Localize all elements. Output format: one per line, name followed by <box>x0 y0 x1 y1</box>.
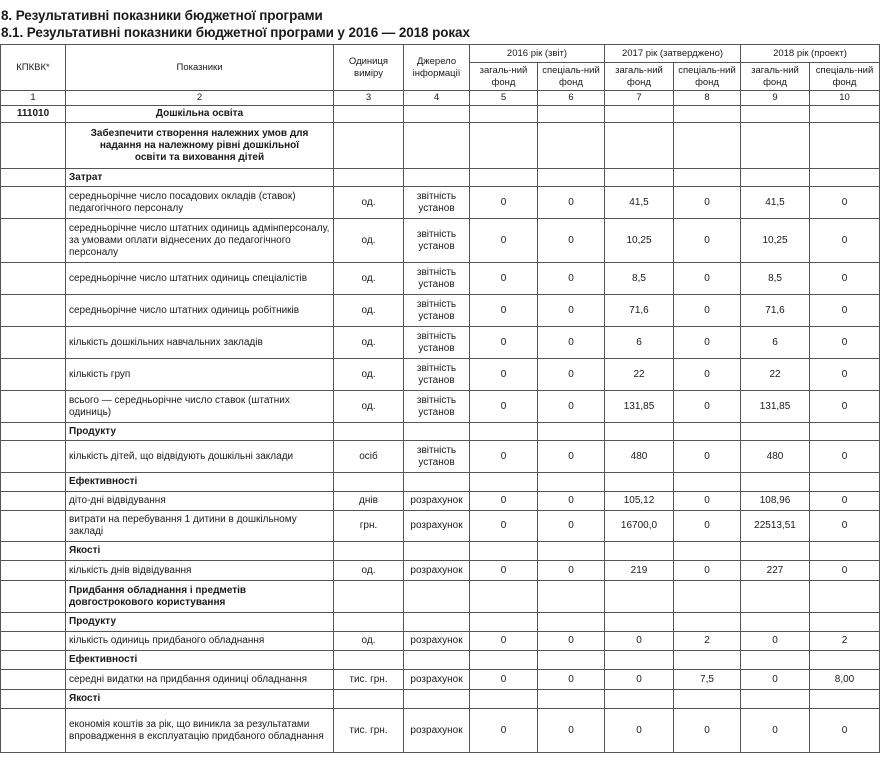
value-cell: 0 <box>470 391 538 423</box>
indicator-name: витрати на перебування 1 дитини в дошкільному закладі <box>66 511 334 542</box>
header-row-years <box>1 45 880 63</box>
indicator-unit: од. <box>334 327 404 359</box>
indicator-unit: осіб <box>334 441 404 473</box>
indicator-unit: од. <box>334 359 404 391</box>
value-cell: 0 <box>674 511 741 542</box>
value-cell: 71,6 <box>741 295 810 327</box>
value-cell: 0 <box>538 632 605 651</box>
col-number: 10 <box>810 91 880 106</box>
subsection-heading: 8.1. Результативні показники бюджетної програми у 2016 — 2018 роках <box>1 25 470 40</box>
indicator-unit: тис. грн. <box>334 670 404 690</box>
indicator-source: звітність установ <box>404 263 470 295</box>
value-cell: 0 <box>538 391 605 423</box>
value-cell: 0 <box>810 359 880 391</box>
value-cell: 0 <box>538 295 605 327</box>
col-number: 2 <box>66 91 334 106</box>
value-cell: 10,25 <box>741 219 810 263</box>
value-cell: 131,85 <box>741 391 810 423</box>
value-cell: 0 <box>470 263 538 295</box>
value-cell: 7,5 <box>674 670 741 690</box>
header-unit: Одиниця виміру <box>334 45 404 91</box>
value-cell: 16700,0 <box>605 511 674 542</box>
value-cell: 10,25 <box>605 219 674 263</box>
value-cell: 0 <box>674 263 741 295</box>
value-cell: 0 <box>810 187 880 219</box>
indicator-unit: тис. грн. <box>334 709 404 753</box>
value-cell: 41,5 <box>741 187 810 219</box>
value-cell: 0 <box>470 511 538 542</box>
indicator-unit: од. <box>334 391 404 423</box>
indicator-source: розрахунок <box>404 492 470 511</box>
value-cell: 0 <box>810 492 880 511</box>
indicator-name: середньорічне число штатних одиниць спеціалістів <box>66 263 334 295</box>
value-cell: 480 <box>605 441 674 473</box>
value-cell: 0 <box>674 187 741 219</box>
indicator-unit: од. <box>334 561 404 581</box>
indicator-source: звітність установ <box>404 219 470 263</box>
indicator-source: звітність установ <box>404 327 470 359</box>
header-year-2018: 2018 рік (проект) <box>741 45 880 63</box>
value-cell: 71,6 <box>605 295 674 327</box>
program-goal: Забезпечити створення належних умов для надання на належному рівні дошкільної освіти та виховання дітей <box>66 123 334 169</box>
header-row-numbers <box>1 91 880 106</box>
indicator-source: розрахунок <box>404 511 470 542</box>
value-cell: 2 <box>810 632 880 651</box>
value-cell: 105,12 <box>605 492 674 511</box>
table-row <box>1 441 880 473</box>
section-row <box>1 473 880 492</box>
section-product: Продукту <box>66 423 334 441</box>
indicator-source: звітність установ <box>404 441 470 473</box>
value-cell: 2 <box>674 632 741 651</box>
value-cell: 22513,51 <box>741 511 810 542</box>
table-row <box>1 263 880 295</box>
section-row <box>1 690 880 709</box>
value-cell: 0 <box>810 391 880 423</box>
value-cell: 0 <box>810 263 880 295</box>
program-code: 111010 <box>1 106 66 123</box>
indicator-unit: од. <box>334 219 404 263</box>
value-cell: 0 <box>674 295 741 327</box>
indicator-unit: од. <box>334 295 404 327</box>
table-row <box>1 187 880 219</box>
table-row <box>1 492 880 511</box>
value-cell: 227 <box>741 561 810 581</box>
section-costs: Затрат <box>66 169 334 187</box>
value-cell: 0 <box>538 359 605 391</box>
table-row <box>1 561 880 581</box>
indicator-name: середньорічне число посадових окладів (ставок) педагогічного персоналу <box>66 187 334 219</box>
indicator-source: розрахунок <box>404 632 470 651</box>
value-cell: 22 <box>741 359 810 391</box>
goal-row <box>1 123 880 169</box>
value-cell: 0 <box>674 359 741 391</box>
table-row <box>1 327 880 359</box>
indicator-unit: од. <box>334 632 404 651</box>
table-row <box>1 511 880 542</box>
header-special-fund: спеціаль-ний фонд <box>810 63 880 91</box>
indicator-source: розрахунок <box>404 561 470 581</box>
header-kpkvk: КПКВК* <box>1 45 66 91</box>
value-cell: 0 <box>810 219 880 263</box>
table-row <box>1 359 880 391</box>
value-cell: 0 <box>538 327 605 359</box>
value-cell: 0 <box>810 511 880 542</box>
value-cell: 0 <box>470 632 538 651</box>
header-special-fund: спеціаль-ний фонд <box>538 63 605 91</box>
indicator-name: діто-дні відвідування <box>66 492 334 511</box>
header-special-fund: спеціаль-ний фонд <box>674 63 741 91</box>
value-cell: 131,85 <box>605 391 674 423</box>
col-number: 4 <box>404 91 470 106</box>
value-cell: 0 <box>674 219 741 263</box>
value-cell: 6 <box>741 327 810 359</box>
col-number: 3 <box>334 91 404 106</box>
section-heading: 8. Результативні показники бюджетної програми <box>1 8 323 23</box>
value-cell: 0 <box>538 187 605 219</box>
value-cell: 0 <box>741 632 810 651</box>
header-general-fund: загаль-ний фонд <box>470 63 538 91</box>
value-cell: 0 <box>538 670 605 690</box>
value-cell: 0 <box>674 561 741 581</box>
value-cell: 0 <box>810 561 880 581</box>
value-cell: 0 <box>538 511 605 542</box>
value-cell: 0 <box>741 709 810 753</box>
section-quality: Якості <box>66 542 334 561</box>
indicator-unit: од. <box>334 263 404 295</box>
indicator-name: всього — середньорічне число ставок (штатних одиниць) <box>66 391 334 423</box>
table-row <box>1 670 880 690</box>
value-cell: 0 <box>538 492 605 511</box>
indicator-unit: днів <box>334 492 404 511</box>
value-cell: 0 <box>605 670 674 690</box>
indicator-unit: грн. <box>334 511 404 542</box>
value-cell: 0 <box>674 327 741 359</box>
value-cell: 0 <box>470 359 538 391</box>
indicator-name: середньорічне число штатних одиниць адмінперсоналу, за умовами оплати віднесених до педагогічного персоналу <box>66 219 334 263</box>
value-cell: 0 <box>674 391 741 423</box>
col-number: 8 <box>674 91 741 106</box>
header-general-fund: загаль-ний фонд <box>741 63 810 91</box>
indicator-source: звітність установ <box>404 187 470 219</box>
section-equipment: Придбання обладнання і предметів довгострокового користування <box>66 581 334 613</box>
value-cell: 0 <box>538 561 605 581</box>
value-cell: 41,5 <box>605 187 674 219</box>
value-cell: 0 <box>470 670 538 690</box>
value-cell: 0 <box>810 441 880 473</box>
indicators-table <box>0 44 880 753</box>
value-cell: 0 <box>741 670 810 690</box>
header-year-2017: 2017 рік (затверджено) <box>605 45 741 63</box>
value-cell: 0 <box>674 709 741 753</box>
header-source: Джерело інформації <box>404 45 470 91</box>
indicator-source: розрахунок <box>404 709 470 753</box>
value-cell: 0 <box>470 492 538 511</box>
header-year-2016: 2016 рік (звіт) <box>470 45 605 63</box>
value-cell: 108,96 <box>741 492 810 511</box>
section-row <box>1 542 880 561</box>
section-row <box>1 651 880 670</box>
value-cell: 8,5 <box>741 263 810 295</box>
col-number: 7 <box>605 91 674 106</box>
section-row <box>1 613 880 632</box>
value-cell: 0 <box>538 441 605 473</box>
section-efficiency: Ефективності <box>66 651 334 670</box>
indicator-source: звітність установ <box>404 391 470 423</box>
indicator-name: середні видатки на придбання одиниці обладнання <box>66 670 334 690</box>
indicator-name: кількість дітей, що відвідують дошкільні заклади <box>66 441 334 473</box>
value-cell: 0 <box>470 295 538 327</box>
value-cell: 0 <box>538 709 605 753</box>
header-indicators: Показники <box>66 45 334 91</box>
table-row <box>1 295 880 327</box>
value-cell: 8,5 <box>605 263 674 295</box>
indicator-unit: од. <box>334 187 404 219</box>
indicator-name: кількість одиниць придбаного обладнання <box>66 632 334 651</box>
value-cell: 0 <box>470 441 538 473</box>
value-cell: 0 <box>810 709 880 753</box>
col-number: 5 <box>470 91 538 106</box>
table-row <box>1 709 880 753</box>
indicator-source: розрахунок <box>404 670 470 690</box>
program-name: Дошкільна освіта <box>66 106 334 123</box>
indicator-name: середньорічне число штатних одиниць робітників <box>66 295 334 327</box>
value-cell: 22 <box>605 359 674 391</box>
value-cell: 0 <box>810 295 880 327</box>
value-cell: 0 <box>470 327 538 359</box>
value-cell: 0 <box>470 709 538 753</box>
value-cell: 6 <box>605 327 674 359</box>
value-cell: 480 <box>741 441 810 473</box>
section-row <box>1 423 880 441</box>
header-general-fund: загаль-ний фонд <box>605 63 674 91</box>
value-cell: 0 <box>470 561 538 581</box>
col-number: 9 <box>741 91 810 106</box>
value-cell: 0 <box>470 219 538 263</box>
value-cell: 219 <box>605 561 674 581</box>
indicator-name: економія коштів за рік, що виникла за результатами впровадження в експлуатацію придбаного обладнання <box>66 709 334 753</box>
value-cell: 0 <box>538 263 605 295</box>
indicator-name: кількість дошкільних навчальних закладів <box>66 327 334 359</box>
indicator-name: кількість днів відвідування <box>66 561 334 581</box>
indicator-source: звітність установ <box>404 295 470 327</box>
col-number: 1 <box>1 91 66 106</box>
col-number: 6 <box>538 91 605 106</box>
value-cell: 0 <box>674 441 741 473</box>
indicator-name: кількість груп <box>66 359 334 391</box>
value-cell: 0 <box>538 219 605 263</box>
indicator-source: звітність установ <box>404 359 470 391</box>
section-row <box>1 581 880 613</box>
table-row <box>1 632 880 651</box>
program-row <box>1 106 880 123</box>
value-cell: 0 <box>674 492 741 511</box>
value-cell: 0 <box>470 187 538 219</box>
section-row <box>1 169 880 187</box>
section-product: Продукту <box>66 613 334 632</box>
section-quality: Якості <box>66 690 334 709</box>
value-cell: 0 <box>605 709 674 753</box>
section-efficiency: Ефективності <box>66 473 334 492</box>
value-cell: 8,00 <box>810 670 880 690</box>
value-cell: 0 <box>810 327 880 359</box>
table-row <box>1 219 880 263</box>
table-row <box>1 391 880 423</box>
value-cell: 0 <box>605 632 674 651</box>
